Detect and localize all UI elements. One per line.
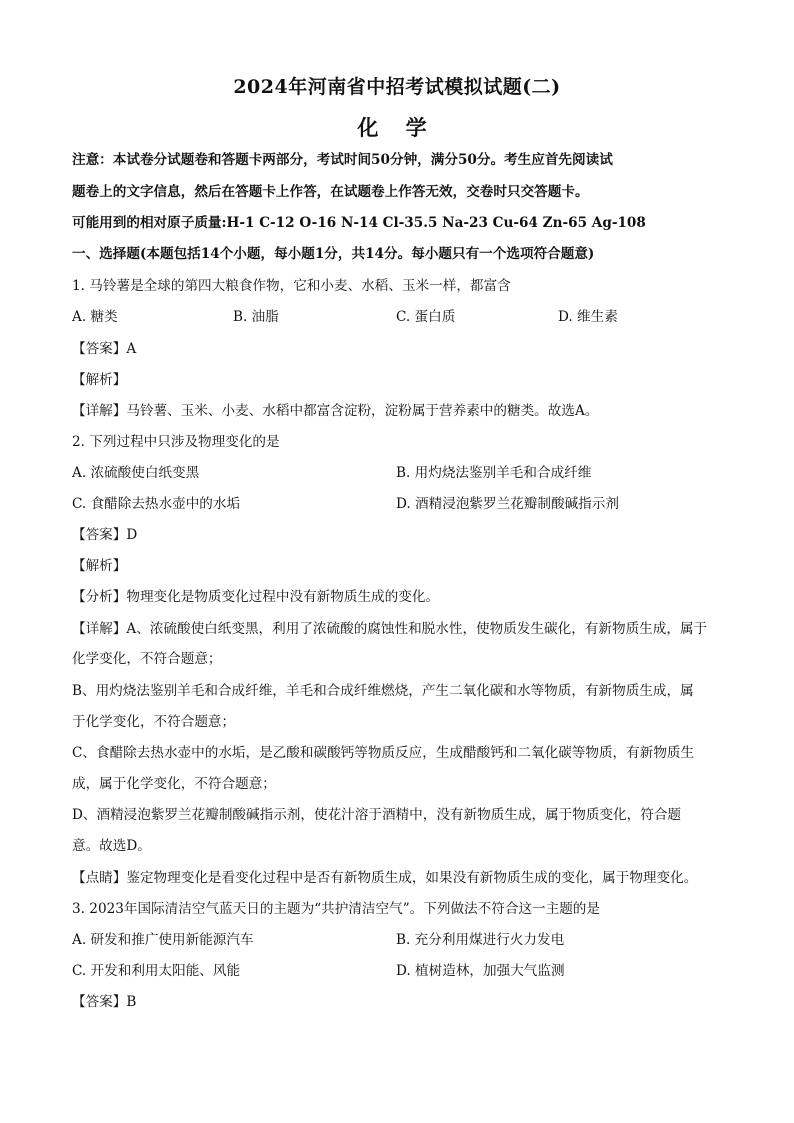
q2-detail-line: D、酒精浸泡紫罗兰花瓣制酸碱指示剂，使花汁溶于酒精中，没有新物质生成，属于物质变化，符合题 [72, 807, 682, 823]
q3-option-b: B. 充分利用煤进行火力发电 [396, 932, 565, 948]
q3-answer: 【答案】B [72, 994, 137, 1010]
q2-dianjing: 【点睛】鉴定物理变化是看变化过程中是否有新物质生成，如果没有新物质生成的变化，属于物理变化。 [72, 870, 698, 886]
q2-option-d: D. 酒精浸泡紫罗兰花瓣制酸碱指示剂 [396, 496, 619, 512]
q1-option-d: D. 维生素 [558, 309, 618, 325]
q2-option-c: C. 食醋除去热水壶中的水垢 [72, 496, 241, 512]
section-heading: 一、选择题(本题包括14个小题，每小题1分，共14分。每小题只有一个选项符合题意) [72, 246, 595, 262]
q2-detail-line: B、用灼烧法鉴别羊毛和合成纤维，羊毛和合成纤维燃烧，产生二氧化碳和水等物质，有新物质生成，属 [72, 683, 694, 699]
notice-line-2: 题卷上的文字信息，然后在答题卡上作答，在试题卷上作答无效，交卷时只交答题卡。 [72, 184, 589, 200]
q2-option-a: A. 浓硫酸使白纸变黑 [72, 465, 200, 481]
q2-analysis-label: 【解析】 [72, 558, 127, 574]
subject-heading: 化 学 [357, 115, 437, 140]
notice-line-1: 注意：本试卷分试题卷和答题卡两部分，考试时间50分钟，满分50分。考生应首先阅读试 [72, 152, 613, 168]
q1-answer: 【答案】A [72, 341, 137, 357]
q2-detail-line: C、食醋除去热水壶中的水垢，是乙酸和碳酸钙等物质反应，生成醋酸钙和二氧化碳等物质，有新物质生 [72, 745, 695, 761]
q1-option-b: B. 油脂 [233, 309, 279, 325]
q3-option-c: C. 开发和利用太阳能、风能 [72, 963, 241, 979]
q1-analysis-label: 【解析】 [72, 372, 127, 388]
question-3-stem: 3. 2023年国际清洁空气蓝天日的主题为“共护清洁空气”。下列做法不符合这一主题的是 [72, 901, 600, 917]
question-2-stem: 2. 下列过程中只涉及物理变化的是 [72, 434, 280, 450]
q2-detail-line: 成，属于化学变化，不符合题意； [72, 776, 276, 792]
q2-fenxi: 【分析】物理变化是物质变化过程中没有新物质生成的变化。 [72, 589, 440, 605]
q1-option-a: A. 糖类 [72, 309, 118, 325]
q3-option-a: A. 研发和推广使用新能源汽车 [72, 932, 254, 948]
q2-option-b: B. 用灼烧法鉴别羊毛和合成纤维 [396, 465, 592, 481]
q2-detail-line: 意。故选D。 [72, 838, 151, 854]
atomic-masses: 可能用到的相对原子质量:H-1 C-12 O-16 N-14 Cl-35.5 Na-23 Cu-64 Zn-65 Ag-108 [72, 215, 646, 231]
q2-answer: 【答案】D [72, 527, 138, 543]
q2-detail-line: 【详解】A、浓硫酸使白纸变黑，利用了浓硫酸的腐蚀性和脱水性，使物质发生碳化，有新物质生成，属于 [72, 621, 708, 637]
q2-detail-line: 于化学变化，不符合题意； [72, 714, 236, 730]
q1-detail: 【详解】马铃薯、玉米、小麦、水稻中都富含淀粉，淀粉属于营养素中的糖类。故选A。 [72, 403, 599, 419]
q1-option-c: C. 蛋白质 [396, 309, 456, 325]
page-title: 2024年河南省中招考试模拟试题(二) [233, 76, 561, 98]
question-1-stem: 1. 马铃薯是全球的第四大粮食作物，它和小麦、水稻、玉米一样，都富含 [72, 278, 511, 294]
q2-detail-line: 化学变化，不符合题意； [72, 651, 222, 667]
q3-option-d: D. 植树造林，加强大气监测 [396, 963, 565, 979]
